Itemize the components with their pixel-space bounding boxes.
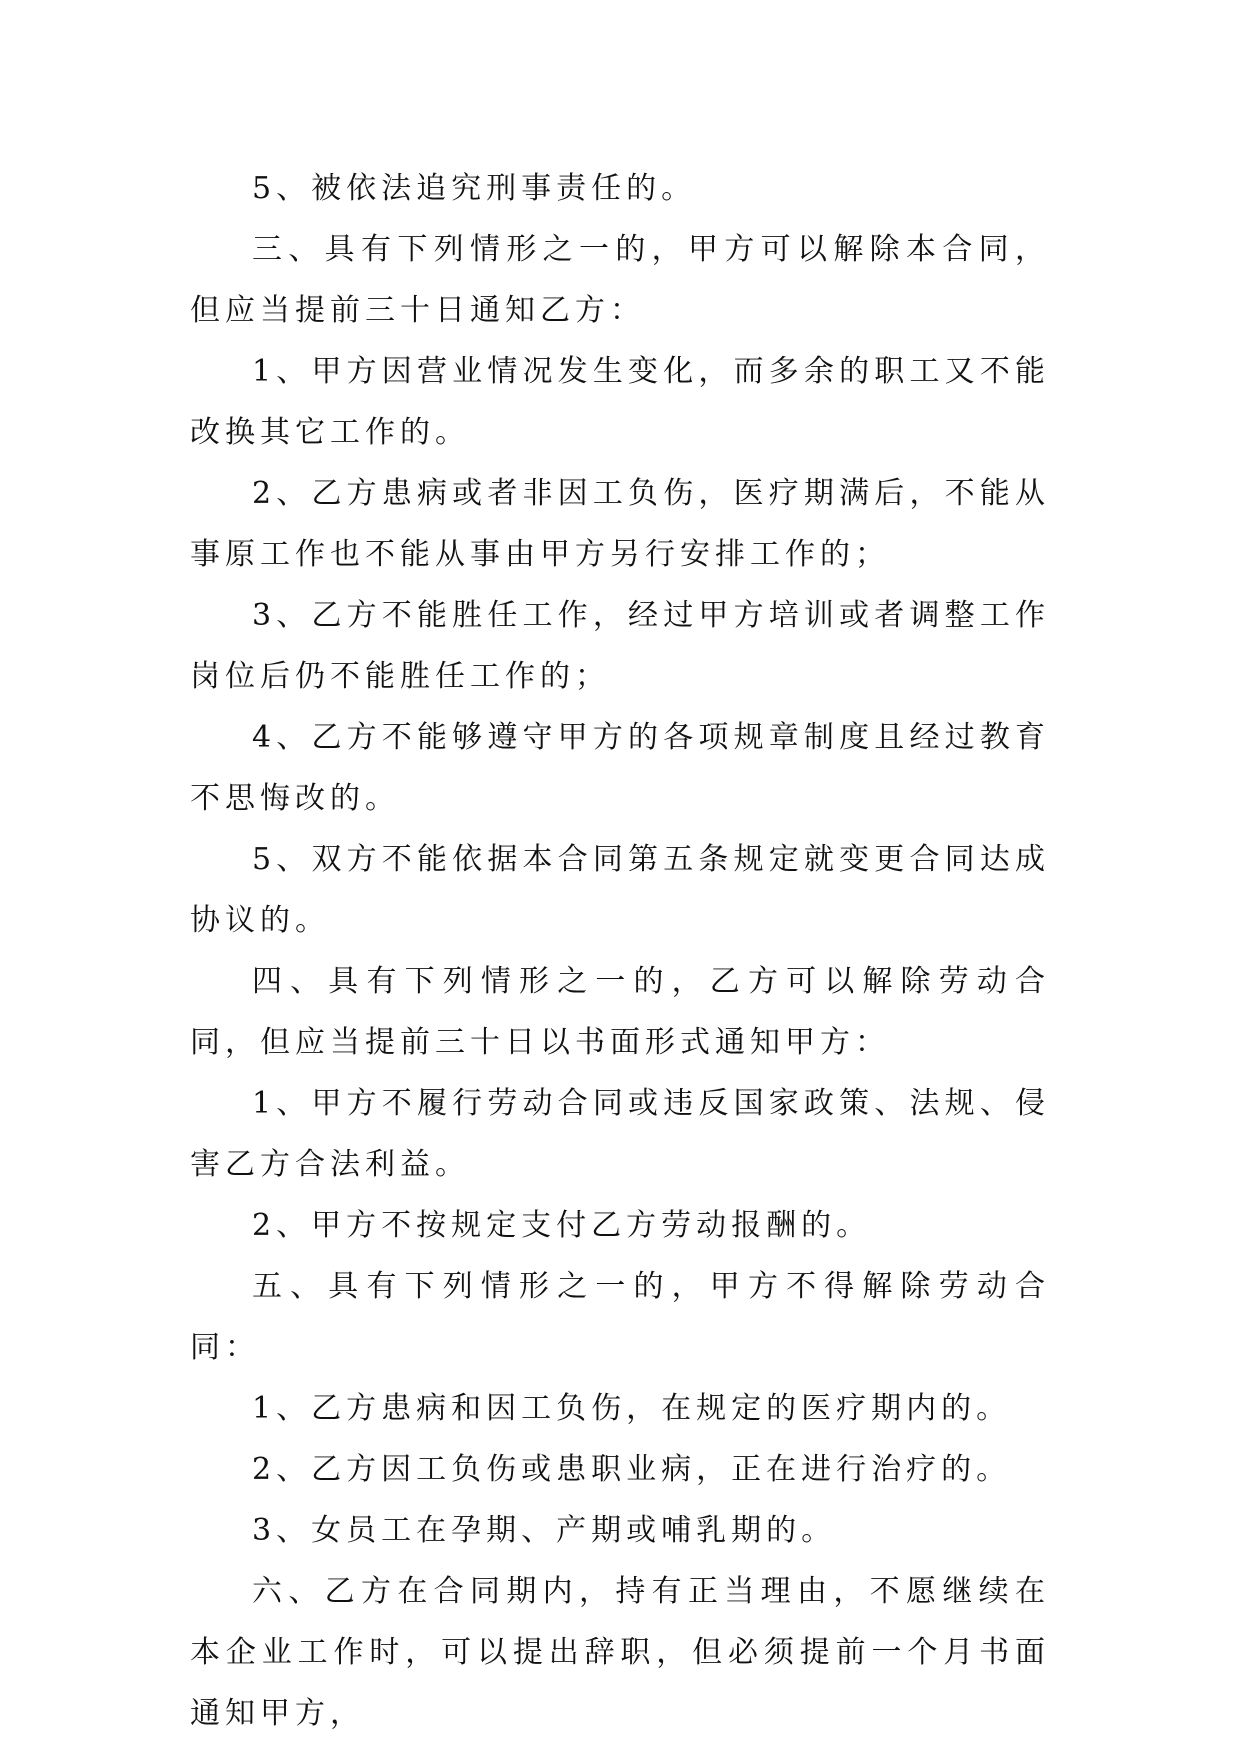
clause-paragraph: 3、女员工在孕期、产期或哺乳期的。	[252, 1513, 837, 1548]
section-heading-paragraph: 四、具有下列情形之一的，乙方可以解除劳动合同，但应当提前三十日以书面形式通知甲方：	[190, 964, 1050, 1060]
clause-paragraph: 3、乙方不能胜任工作，经过甲方培训或者调整工作岗位后仍不能胜任工作的；	[190, 598, 1050, 694]
section-heading-paragraph: 六、乙方在合同期内，持有正当理由，不愿继续在本企业工作时，可以提出辞职，但必须提前一个月书面通知甲方，	[190, 1574, 1050, 1731]
clause-paragraph: 2、乙方因工负伤或患职业病，正在进行治疗的。	[252, 1452, 1012, 1487]
clause-paragraph: 4、乙方不能够遵守甲方的各项规章制度且经过教育不思悔改的。	[190, 720, 1050, 816]
clause-paragraph: 1、甲方不履行劳动合同或违反国家政策、法规、侵害乙方合法利益。	[190, 1086, 1050, 1182]
clause-paragraph: 1、甲方因营业情况发生变化，而多余的职工又不能改换其它工作的。	[190, 354, 1050, 450]
clause-paragraph: 5、被依法追究刑事责任的。	[252, 171, 697, 206]
clause-paragraph: 1、乙方患病和因工负伤，在规定的医疗期内的。	[252, 1391, 1012, 1426]
clause-paragraph: 5、双方不能依据本合同第五条规定就变更合同达成协议的。	[190, 842, 1050, 938]
clause-paragraph: 2、甲方不按规定支付乙方劳动报酬的。	[252, 1208, 872, 1243]
clause-paragraph: 2、乙方患病或者非因工负伤，医疗期满后，不能从事原工作也不能从事由甲方另行安排工作的；	[190, 476, 1050, 572]
contract-body-text	[190, 158, 1050, 1744]
section-heading-paragraph: 三、具有下列情形之一的，甲方可以解除本合同，但应当提前三十日通知乙方：	[190, 232, 1050, 328]
section-heading-paragraph: 五、具有下列情形之一的，甲方不得解除劳动合同：	[190, 1269, 1050, 1365]
